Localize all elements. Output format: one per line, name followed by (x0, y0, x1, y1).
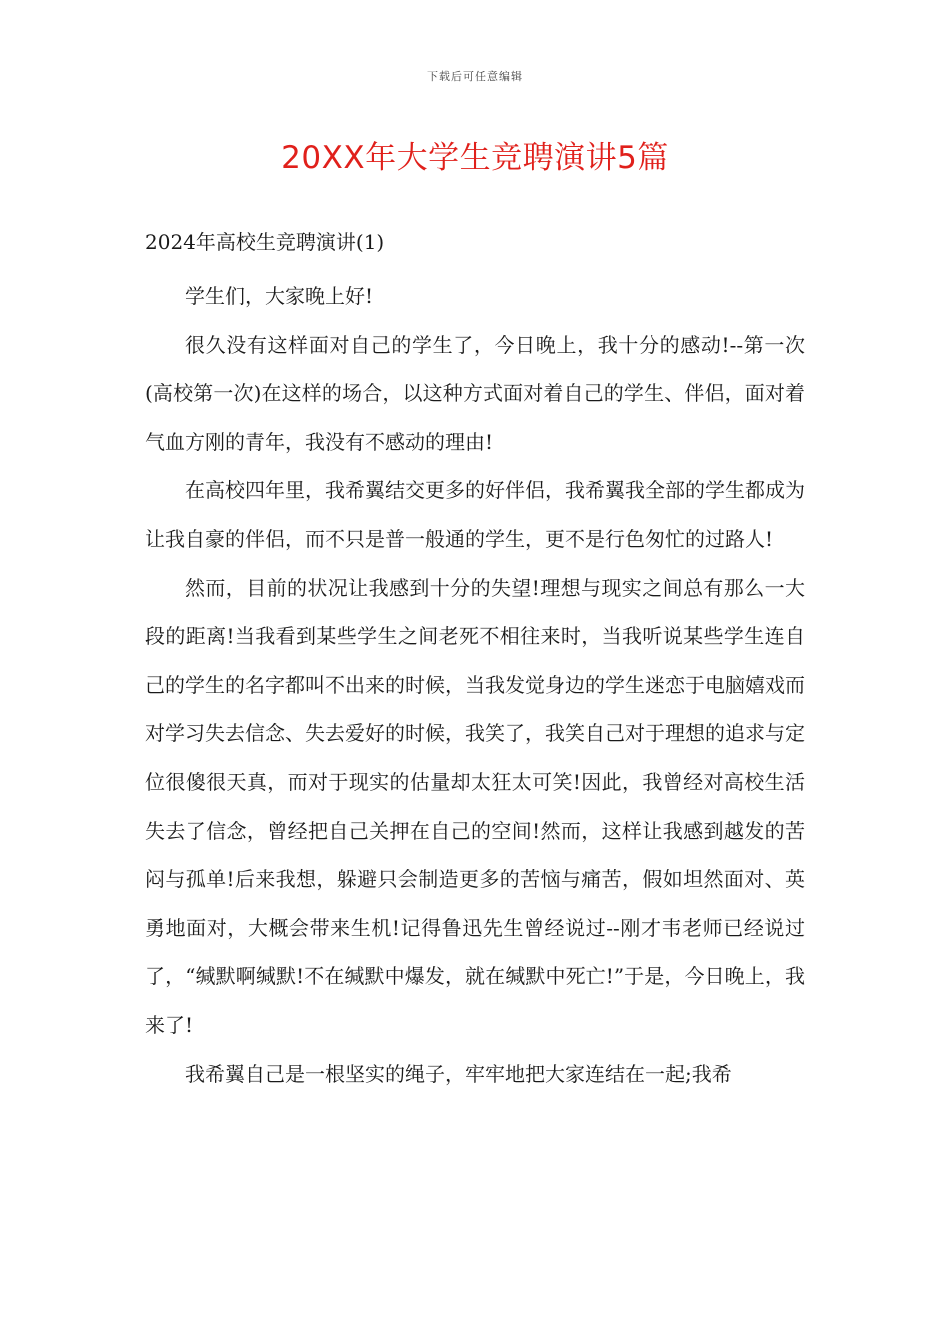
paragraph: 很久没有这样面对自己的学生了，今日晚上，我十分的感动!--第一次(高校第一次)在这样的场合，以这种方式面对着自己的学生、伴侣，面对着气血方刚的青年，我没有不感动的理由! (145, 332, 805, 454)
section-heading: 2024年高校生竞聘演讲(1) (145, 230, 385, 254)
paragraph: 在高校四年里，我希翼结交更多的好伴侣，我希翼我全部的学生都成为让我自豪的伴侣，而不只是普一般通的学生，更不是行色匆忙的过路人! (145, 478, 805, 551)
document-body (145, 224, 805, 1098)
download-note: 下载后可任意编辑 (427, 70, 523, 83)
paragraph: 我希翼自己是一根坚实的绳子，牢牢地把大家连结在一起;我希 (185, 1061, 732, 1086)
paragraph: 然而，目前的状况让我感到十分的失望!理想与现实之间总有那么一大段的距离!当我看到某些学生之间老死不相往来时，当我听说某些学生连自己的学生的名字都叫不出来的时候，当我发觉身边的学生迷恋于电脑嬉戏而对学习失去信念、失去爱好的时候，我笑了，我笑自己对于理想的追求与定位很傻很天真，而对于现实的估量却太狂太可笑!因此，我曾经对高校生活失去了信念，曾经把自己关押在自己的空间!然而，这样让我感到越发的苦闷与孤单!后来我想，躲避只会制造更多的苦恼与痛苦，假如坦然面对、英勇地面对，大概会带来生机!记得鲁迅先生曾经说过--刚才韦老师已经说过了，“缄默啊缄默!不在缄默中爆发，就在缄默中死亡!”于是，今日晚上，我来了! (145, 575, 805, 1037)
document-title: 20XX年大学生竞聘演讲5篇 (281, 140, 669, 176)
paragraph: 学生们，大家晚上好! (185, 284, 374, 308)
